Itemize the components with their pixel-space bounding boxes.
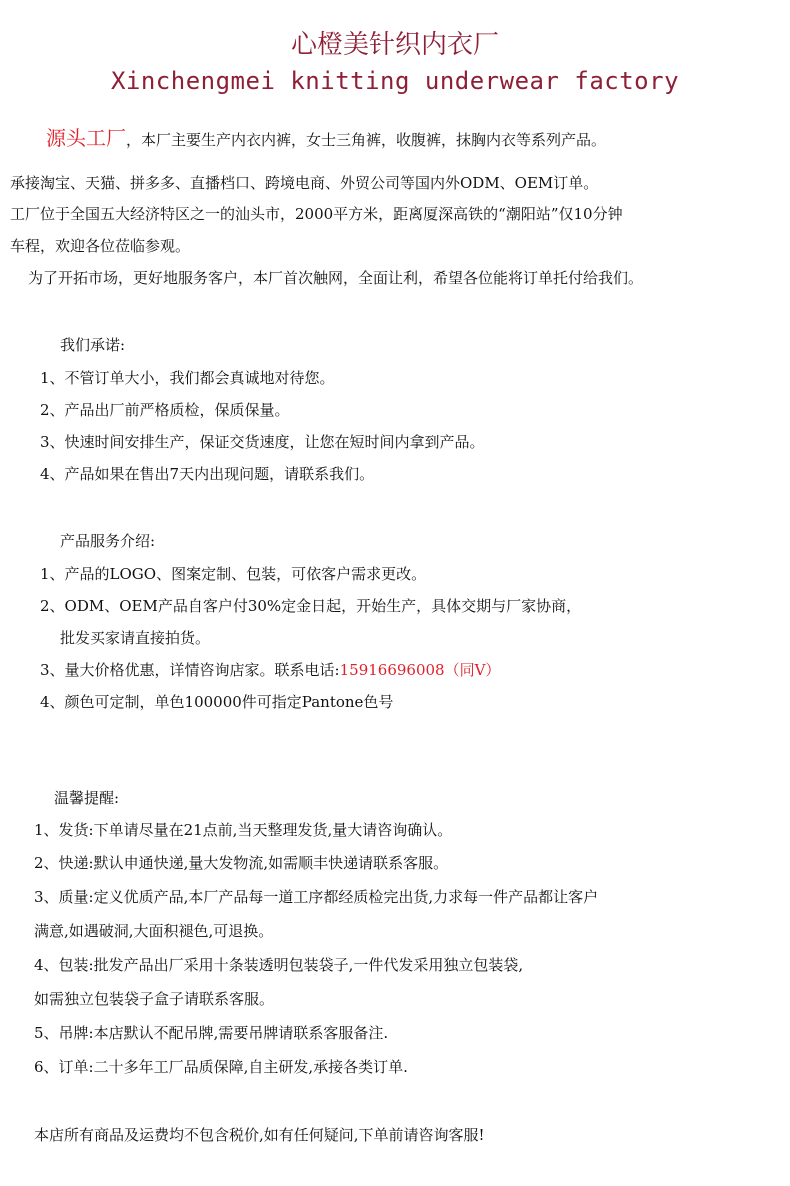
intro-line-4: 车程，欢迎各位莅临参观。: [10, 237, 191, 255]
tip-line-3-cont: 满意,如遇破洞,大面积褪色,可退换。: [34, 922, 274, 940]
service-item-3: [40, 660, 500, 680]
contact-phone: 15916696008（同V）: [339, 661, 501, 679]
intro-line-1-text: ，本厂主要生产内衣内裤，女士三角裤，收腹裤，抹胸内衣等系列产品。: [126, 131, 607, 149]
source-factory-highlight: 源头工厂: [46, 126, 126, 150]
intro-line-5: 为了开拓市场，更好地服务客户，本厂首次触网，全面让利，希望各位能将订单托付给我们。: [28, 269, 644, 287]
footer-note: 本店所有商品及运费均不包含税价,如有任何疑问,下单前请咨询客服!: [34, 1126, 485, 1144]
factory-title-cn: 心橙美针织内衣厂: [290, 30, 499, 60]
promise-item-3: 3、快速时间安排生产，保证交货速度，让您在短时间内拿到产品。: [40, 433, 485, 451]
service-item-2: 2、ODM、OEM产品自客户付30%定金日起，开始生产，具体交期与厂家协商，: [40, 597, 582, 615]
intro-line-1: [46, 128, 606, 150]
factory-title-en: Xinchengmei knitting underwear factory: [110, 67, 680, 95]
promise-heading: 我们承诺:: [60, 336, 126, 354]
promise-item-4: 4、产品如果在售出7天内出现问题，请联系我们。: [40, 465, 375, 483]
intro-line-3: 工厂位于全国五大经济特区之一的汕头市，2000平方米，距离厦深高铁的“潮阳站”仅10分钟: [10, 205, 623, 223]
service-item-2-cont: 批发买家请直接拍货。: [60, 629, 211, 647]
tip-line-6: 6、订单:二十多年工厂品质保障,自主研发,承接各类订单.: [34, 1058, 408, 1076]
tip-line-4-cont: 如需独立包装袋子盒子请联系客服。: [34, 990, 275, 1008]
tip-line-2: 2、快递:默认申通快递,量大发物流,如需顺丰快递请联系客服。: [34, 854, 449, 872]
tip-line-5: 5、吊牌:本店默认不配吊牌,需要吊牌请联系客服备注.: [34, 1024, 389, 1042]
tips-heading: 温馨提醒:: [54, 789, 120, 807]
tip-line-3: 3、质量:定义优质产品,本厂产品每一道工序都经质检完出货,力求每一件产品都让客户: [34, 888, 599, 906]
promise-item-1: 1、不管订单大小，我们都会真诚地对待您。: [40, 369, 335, 387]
service-item-1: 1、产品的LOGO、图案定制、包装，可依客户需求更改。: [40, 565, 427, 583]
tip-line-4: 4、包装:批发产品出厂采用十条装透明包装袋子,一件代发采用独立包装袋,: [34, 956, 524, 974]
intro-line-2: 承接淘宝、天猫、拼多多、直播档口、跨境电商、外贸公司等国内外ODM、OEM订单。: [10, 174, 599, 192]
promise-item-2: 2、产品出厂前严格质检，保质保量。: [40, 401, 290, 419]
tip-line-1: 1、发货:下单请尽量在21点前,当天整理发货,量大请咨询确认。: [34, 821, 453, 839]
service-item-3-text: 3、量大价格优惠，详情咨询店家。联系电话:: [40, 661, 340, 679]
service-item-4: 4、颜色可定制，单色100000件可指定Pantone色号: [40, 693, 394, 711]
service-heading: 产品服务介绍:: [60, 532, 156, 550]
